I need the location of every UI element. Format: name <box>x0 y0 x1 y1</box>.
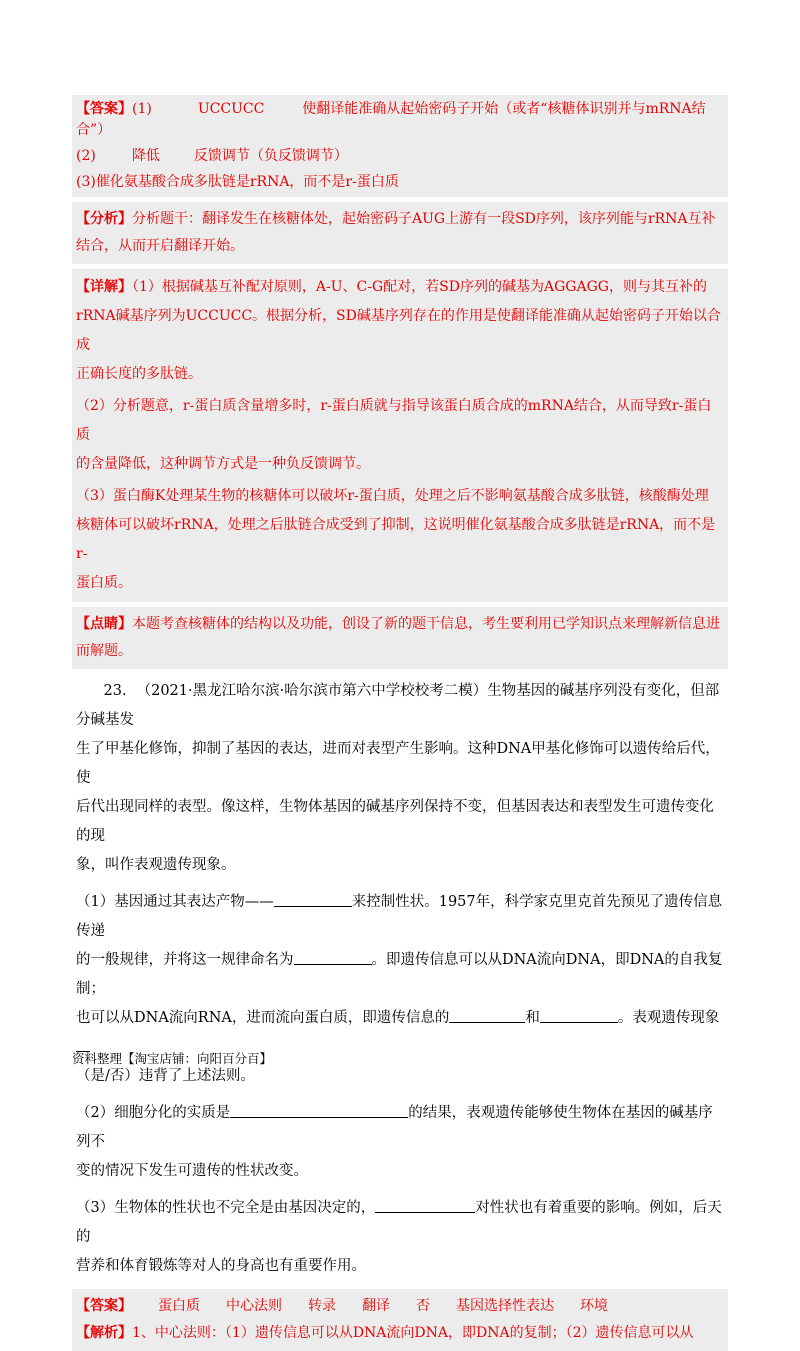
point-tag: 【点睛】 <box>76 616 132 632</box>
sub-question-2: （2）细胞分化的实质是 的结果，表观遗传能够使生物体在基因的碱基序列不 变的情况下发生可遗传的性状改变。 <box>72 1095 728 1190</box>
blank-2[interactable] <box>294 949 372 965</box>
detail-tag: 【详解】 <box>76 279 132 295</box>
answer-line-1: 【答案】(1) UCCUCC 使翻译能准确从起始密码子开始（或者“核糖体识别并与mRNA结 <box>76 101 706 117</box>
blank-1[interactable] <box>274 891 352 907</box>
document-page <box>72 95 728 1351</box>
explain-tag: 【解析】 <box>76 1325 132 1341</box>
analysis-block: 【分析】分析题干：翻译发生在核糖体处，起始密码子AUG上游有一段SD序列，该序列能与rRNA互补 结合，从而开启翻译开始。 <box>72 202 728 264</box>
blank-4[interactable] <box>540 1007 618 1023</box>
point-block: 【点睛】本题考查核糖体的结构以及功能，创设了新的题干信息，考生要利用已学知识点来理解新信息进 而解题。 <box>72 607 728 669</box>
question-number: 23. <box>103 683 127 699</box>
blank-3[interactable] <box>449 1007 525 1023</box>
answer-block: 【答案】(1) UCCUCC 使翻译能准确从起始密码子开始（或者“核糖体识别并与mRNA结 合”） (2) 降低 反馈调节（负反馈调节） (3)催化氨基酸合成多肽链是rRNA，而不是r-蛋白质 <box>72 95 728 197</box>
sub-question-1: （1）基因通过其表达产物—— 来控制性状。1957年，科学家克里克首先预见了遗传信息传递 的一般规律，并将这一规律命名为 。即遗传信息可以从DNA流向DNA，即DNA的自我复制； 也可以从DNA流向RNA，进而流向蛋白质，即遗传信息的 和 。表观遗传现象 （是/否）违背了上述法则。 <box>72 884 728 1095</box>
sub-question-3: （3）生物体的性状也不完全是由基因决定的， 对性状也有着重要的影响。例如，后天的 营养和体育锻炼等对人的身高也有重要作用。 <box>72 1190 728 1285</box>
answer-tag-2: 【答案】 <box>76 1298 132 1314</box>
answer-line-3: (3)催化氨基酸合成多肽链是rRNA，而不是r-蛋白质 <box>76 174 399 190</box>
question-23: 23. （2021·黑龙江哈尔滨·哈尔滨市第六中学校校考二模）生物基因的碱基序列没有变化，但部分碱基发 生了甲基化修饰，抑制了基因的表达，进而对表型产生影响。这种DNA甲基化修饰可以遗传给后代，使 后代出现同样的表型。像这样，生物体基因的碱基序列保持不变，但基因表达和表型发生可遗传变化的现 象，叫作表观遗传现象。 （1）基因通过其表达产物—— 来控制性状。1957年，科学家克里克首先预见了遗传信息传递 的一般规律，并将这一规律命名为 。即遗传信息可以从DNA流向DNA，即DNA的自我复制； 也可以从DNA流向RNA，进而流向蛋白质，即遗传信息的 和 。表观遗传现象 （是/否）违背了上述法则。 （2）细胞分化的实质是 的结果，表观遗传能够使生物体在基因的碱基序列不 变的情况下发生可遗传的性状改变。 （3）生物体的性状也不完全是由基因决定的， 对性状也有着重要的影响。例如，后天的 营养和体育锻炼等对人的身高也有重要作用。 <box>72 673 728 1285</box>
blank-7[interactable] <box>375 1197 475 1213</box>
analysis-tag: 【分析】 <box>76 211 132 227</box>
answer-line-2: (2) 降低 反馈调节（负反馈调节） <box>76 148 348 164</box>
answer-block-2: 【答案】 蛋白质 中心法则 转录 翻译 否 基因选择性表达 环境 【解析】1、中心法则：（1）遗传信息可以从DNA流向DNA，即DNA的复制；（2）遗传信息可以从 <box>72 1289 728 1351</box>
page-footer: 资料整理【淘宝店铺：向阳百分百】 <box>72 1051 273 1066</box>
blank-6[interactable] <box>230 1102 408 1118</box>
detail-block: 【详解】（1）根据碱基互补配对原则，A-U、C-G配对，若SD序列的碱基为AGGAGG，则与其互补的 rRNA碱基序列为UCCUCC。根据分析，SD碱基序列存在的作用是使翻译能准确从起始密码子开始以合成 正确长度的多肽链。 （2）分析题意，r-蛋白质含量增多时，r-蛋白质就与指导该蛋白质合成的mRNA结合，从而导致r-蛋白质 的含量降低，这种调节方式是一种负反馈调节。 （3）蛋白酶K处理某生物的核糖体可以破坏r-蛋白质，处理之后不影响氨基酸合成多肽链，核酸酶处理 核糖体可以破坏rRNA，处理之后肽链合成受到了抑制，这说明催化氨基酸合成多肽链是rRNA，而不是r- 蛋白质。 <box>72 269 728 602</box>
answer-tag: 【答案】 <box>76 101 132 117</box>
